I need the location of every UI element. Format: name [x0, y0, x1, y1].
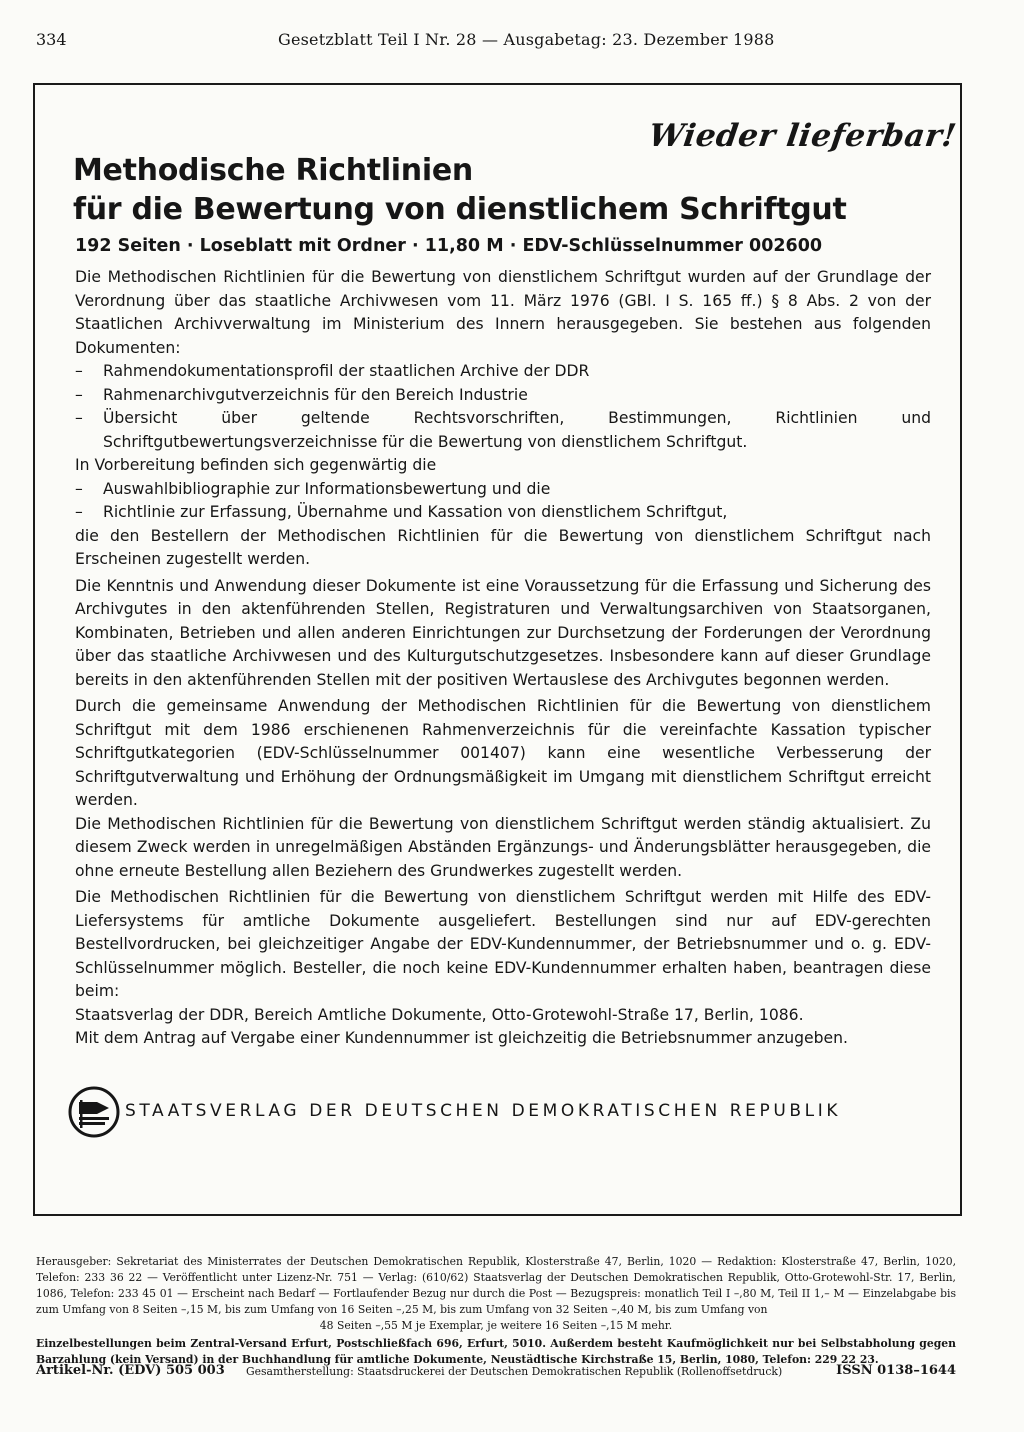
- application-paragraph: Durch die gemeinsame Anwendung der Methodischen Richtlinien für die Bewertung von dienstlichem Schriftgut mit dem 1986 erschienenen Rahmenverzeichnis für die vereinfachte Kassation typischer Schriftgutkategorien (EDV-Schlüsselnummer 001407) kann eine wesentliche Verbesserung der Schriftgutverwaltung und Erhöhung der Ordnungsmäßigkeit im Umgang mit dienstlichem Schriftgut erreicht werden.: [75, 697, 931, 809]
- imprint: [36, 1254, 956, 1368]
- document-item: – Rahmendokumentationsprofil der staatlichen Archive der DDR: [75, 362, 590, 380]
- order-address: Staatsverlag der DDR, Bereich Amtliche Dokumente, Otto-Grotewohl-Straße 17, Berlin, 1086.: [75, 1005, 804, 1024]
- footer-line: [36, 1363, 956, 1381]
- preparation-intro: In Vorbereitung befinden sich gegenwärtig die: [75, 456, 437, 474]
- edv-paragraph: Die Methodischen Richtlinien für die Bewertung von dienstlichem Schriftgut werden mit Hilfe des EDV-Liefersystems für amtliche Dokumente ausgeliefert. Bestellungen sind nur auf EDV-gerechten Bestellvordrucken, bei gleichzeitiger Angabe der EDV-Kundennummer, der Betriebsnummer und o. g. EDV-Schlüsselnummer möglich. Besteller, die noch keine EDV-Kundennummer erhalten haben, beantragen diese beim:: [75, 888, 931, 1000]
- publisher-logo-icon: [67, 1085, 121, 1139]
- preparation-item-text: Auswahlbibliographie zur Informationsbewertung und die: [103, 479, 551, 498]
- document-item: – Rahmenarchivgutverzeichnis für den Bereich Industrie: [75, 385, 528, 404]
- document-item-text: Rahmenarchivgutverzeichnis für den Bereich Industrie: [103, 385, 528, 404]
- page-number: 334: [36, 30, 67, 49]
- intro-paragraph: Die Methodischen Richtlinien für die Bewertung von dienstlichem Schriftgut wurden auf der Grundlage der Verordnung über das staatliche Archivwesen vom 11. März 1976 (GBl. I S. 165 ff.) § 8 Abs. 2 von der Staatlichen Archivverwaltung im Ministerium des Innern herausgegeben. Sie bestehen aus folgenden Dokumenten:: [75, 268, 931, 357]
- document-list: [75, 360, 931, 454]
- article-number: Artikel-Nr. (EDV) 505 003: [36, 1363, 225, 1378]
- publication-specs: 192 Seiten · Loseblatt mit Ordner · 11,80 M · EDV-Schlüsselnummer 002600: [75, 236, 823, 256]
- advertisement-body: [75, 266, 931, 1051]
- imprint-main-end: 48 Seiten –,55 M je Exemplar, je weitere 16 Seiten –,15 M mehr.: [319, 1319, 673, 1332]
- availability-stamp: Wieder lieferbar!: [646, 118, 959, 154]
- title-line-2: für die Bewertung von dienstlichem Schriftgut: [73, 192, 847, 227]
- printer-credit: Gesamtherstellung: Staatsdruckerei der Deutschen Demokratischen Republik (Rollenoffsetdruck): [246, 1365, 783, 1378]
- advertisement-box: [33, 83, 962, 1216]
- preparation-item: – Richtlinie zur Erfassung, Übernahme und Kassation von dienstlichem Schriftgut,: [75, 503, 728, 521]
- preparation-item: – Auswahlbibliographie zur Informationsbewertung und die: [75, 479, 551, 498]
- preparation-item-text: Richtlinie zur Erfassung, Übernahme und Kassation von dienstlichem Schriftgut,: [103, 503, 728, 521]
- imprint-orders: Einzelbestellungen beim Zentral-Versand Erfurt, Postschließfach 696, Erfurt, 5010. Außerdem besteht Kaufmöglichkeit nur bei Selbstabholung gegen Barzahlung (kein Versand) in der Buchhandlung für amtliche Dokumente, Neustädtische Kirchstraße 15, Berlin, 1080, Telefon: 229 22 23.: [36, 1337, 956, 1366]
- document-item-text: Rahmendokumentationsprofil der staatlichen Archive der DDR: [103, 362, 590, 380]
- preparation-outro: die den Bestellern der Methodischen Richtlinien für die Bewertung von dienstlichem Schriftgut nach Erscheinen zugestellt werden.: [75, 526, 931, 568]
- knowledge-paragraph: Die Kenntnis und Anwendung dieser Dokumente ist eine Voraussetzung für die Erfassung und Sicherung des Archivgutes in den aktenführenden Stellen, Registraturen und Verwaltungsarchiven von Staatsorganen, Kombinaten, Betrieben und allen anderen Einrichtungen zur Durchsetzung der Forderungen der Verordnung über das staatliche Archivwesen und des Kulturgutschutzgesetzes. Insbesondere kann auf dieser Grundlage bereits in den aktenführenden Stellen mit der positiven Wertauslese des Archivgutes begonnen werden.: [75, 576, 931, 689]
- document-item: – Übersicht über geltende Rechtsvorschriften, Bestimmungen, Richtlinien und Schriftgutbewertungsverzeichnisse für die Bewertung von dienstlichem Schriftgut.: [75, 409, 931, 451]
- publisher-name: STAATSVERLAG DER DEUTSCHEN DEMOKRATISCHEN REPUBLIK: [125, 1101, 842, 1121]
- update-paragraph: Die Methodischen Richtlinien für die Bewertung von dienstlichem Schriftgut werden ständig aktualisiert. Zu diesem Zweck werden in unregelmäßigen Abständen Ergänzungs- und Änderungsblätter herausgegeben, die ohne erneute Bestellung allen Beziehern des Grundwerkes zugestellt werden.: [75, 814, 931, 880]
- title-line-1: Methodische Richtlinien: [73, 153, 473, 188]
- publisher-block: [67, 1085, 927, 1149]
- closing-paragraph: Mit dem Antrag auf Vergabe einer Kundennummer ist gleichzeitig die Betriebsnummer anzugeben.: [75, 1029, 848, 1047]
- issn: ISSN 0138–1644: [836, 1363, 956, 1378]
- preparation-list: [75, 478, 931, 525]
- page-header: [36, 30, 986, 54]
- running-title: Gesetzblatt Teil I Nr. 28 — Ausgabetag: 23. Dezember 1988: [278, 30, 775, 49]
- imprint-main: Herausgeber: Sekretariat des Ministerrates der Deutschen Demokratischen Republik, Klosterstraße 47, Berlin, 1020 — Redaktion: Klosterstraße 47, Berlin, 1020, Telefon: 233 36 22 — Veröffentlicht unter Lizenz-Nr. 751 — Verlag: (610/62) Staatsverlag der Deutschen Demokratischen Republik, Otto-Grotewohl-Str. 17, Berlin, 1086, Telefon: 233 45 01 — Erscheint nach Bedarf — Fortlaufender Bezug nur durch die Post — Bezugspreis: monatlich Teil I –,80 M, Teil II 1,– M — Einzelabgabe bis zum Umfang von 8 Seiten –,15 M, bis zum Umfang von 16 Seiten –,25 M, bis zum Umfang von 32 Seiten –,40 M, bis zum Umfang von: [36, 1255, 956, 1316]
- publication-title: [73, 151, 943, 229]
- document-item-text: Übersicht über geltende Rechtsvorschriften, Bestimmungen, Richtlinien und Schriftgutbewertungsverzeichnisse für die Bewertung von dienstlichem Schriftgut.: [103, 409, 931, 451]
